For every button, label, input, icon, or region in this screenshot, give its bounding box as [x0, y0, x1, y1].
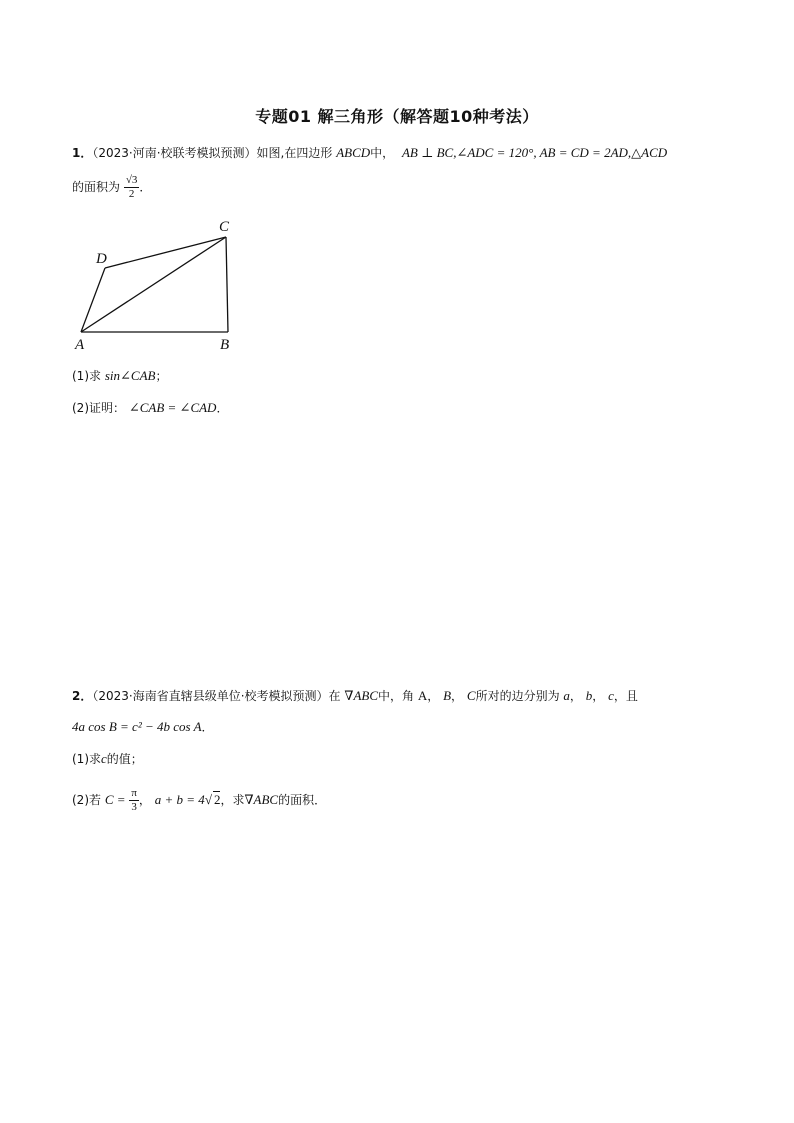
angle-b: B — [443, 688, 452, 703]
problem-2-part-1 — [72, 751, 143, 767]
problem-1-area-fraction — [124, 174, 140, 201]
problem-1-zhong: 中， — [370, 146, 395, 160]
comma: ， — [569, 689, 582, 703]
part-variable: c — [101, 751, 107, 766]
problem-1-area-denominator: 2 — [128, 188, 135, 200]
fraction-denominator: 3 — [131, 801, 137, 813]
vertex-label-a: A — [75, 337, 85, 353]
comma: ， — [451, 689, 464, 703]
pi-over-3-fraction — [129, 787, 139, 814]
problem-1-period: ． — [139, 180, 152, 194]
problem-1-part-2 — [72, 400, 228, 416]
problem-2-part-2 — [72, 787, 326, 814]
part-label: (2)若 — [72, 793, 101, 807]
part-end: 的面积． — [278, 793, 327, 807]
side-b: b — [585, 688, 593, 703]
page-title: 专题01 解三角形（解答题10种考法） — [255, 107, 539, 126]
edge-dc — [105, 237, 226, 268]
part-sum: a + b = 4 — [154, 792, 205, 807]
part-label: (1)求 — [72, 752, 101, 766]
problem-1-statement-line2 — [72, 174, 151, 201]
problem-2-in: 在 — [328, 689, 341, 703]
problem-2-triangle: ∇ABC — [344, 688, 379, 703]
part-label: (2)证明： — [72, 401, 125, 415]
part-label: (1)求 — [72, 369, 101, 383]
part-mid: ，求 — [220, 793, 245, 807]
part-end: 的值； — [106, 752, 143, 766]
vertex-label-b: B — [220, 337, 230, 353]
vertex-label-d: D — [96, 251, 107, 267]
problem-1-area-numerator: √3 — [125, 174, 138, 186]
problem-2-number: 2． — [72, 689, 93, 703]
problem-2-zhong-jiao: 中，角 — [378, 689, 415, 703]
part-expression: ∠CAB = ∠CAD — [128, 400, 217, 415]
part-angle-c: C = — [104, 792, 126, 807]
angle-a: A — [417, 688, 428, 703]
part-expression: sin∠CAB — [104, 368, 156, 383]
problem-2-opposite: 所对的边分别为 — [475, 689, 560, 703]
part-triangle: ∇ABC — [244, 792, 279, 807]
sqrt-sign: √ — [204, 792, 212, 807]
vertex-label-c: C — [219, 219, 230, 235]
problem-1-part-1 — [72, 368, 167, 384]
comma: ， — [427, 689, 440, 703]
problem-1-area-prefix: 的面积为 — [72, 180, 121, 194]
problem-1-conditions: AB ⊥ BC,∠ADC = 120°, AB = CD = 2AD,△ACD — [401, 145, 668, 160]
problem-1-quad-name: ABCD — [336, 145, 371, 160]
problem-2-statement-line1 — [72, 688, 638, 704]
fraction-numerator: π — [131, 787, 137, 799]
problem-1-number: 1． — [72, 146, 93, 160]
edge-cb — [226, 237, 228, 332]
comma: ， — [592, 689, 605, 703]
problem-2-equation: 4a cos B = c² − 4b cos A — [72, 719, 202, 734]
problem-1-intro: 如图,在四边形 — [256, 146, 333, 160]
comma: ， — [138, 793, 151, 807]
problem-1-source: （2023·河南·校联考模拟预测） — [92, 146, 257, 160]
part-end: ； — [155, 369, 168, 383]
problem-2-source: （2023·海南省直辖县级单位·校考模拟预测） — [92, 689, 329, 703]
angle-c: C — [466, 688, 476, 703]
problem-2-eq-end: ． — [201, 720, 214, 734]
sqrt-radicand: 2 — [213, 792, 221, 807]
problem-1-statement-line1 — [72, 145, 667, 161]
part-end: ． — [216, 401, 229, 415]
problem-2-and: ，且 — [613, 689, 638, 703]
edge-ad — [81, 268, 105, 332]
side-c: c — [608, 688, 614, 703]
side-a: a — [563, 688, 570, 703]
problem-2-equation-line — [72, 719, 214, 735]
quadrilateral-figure — [70, 215, 250, 355]
